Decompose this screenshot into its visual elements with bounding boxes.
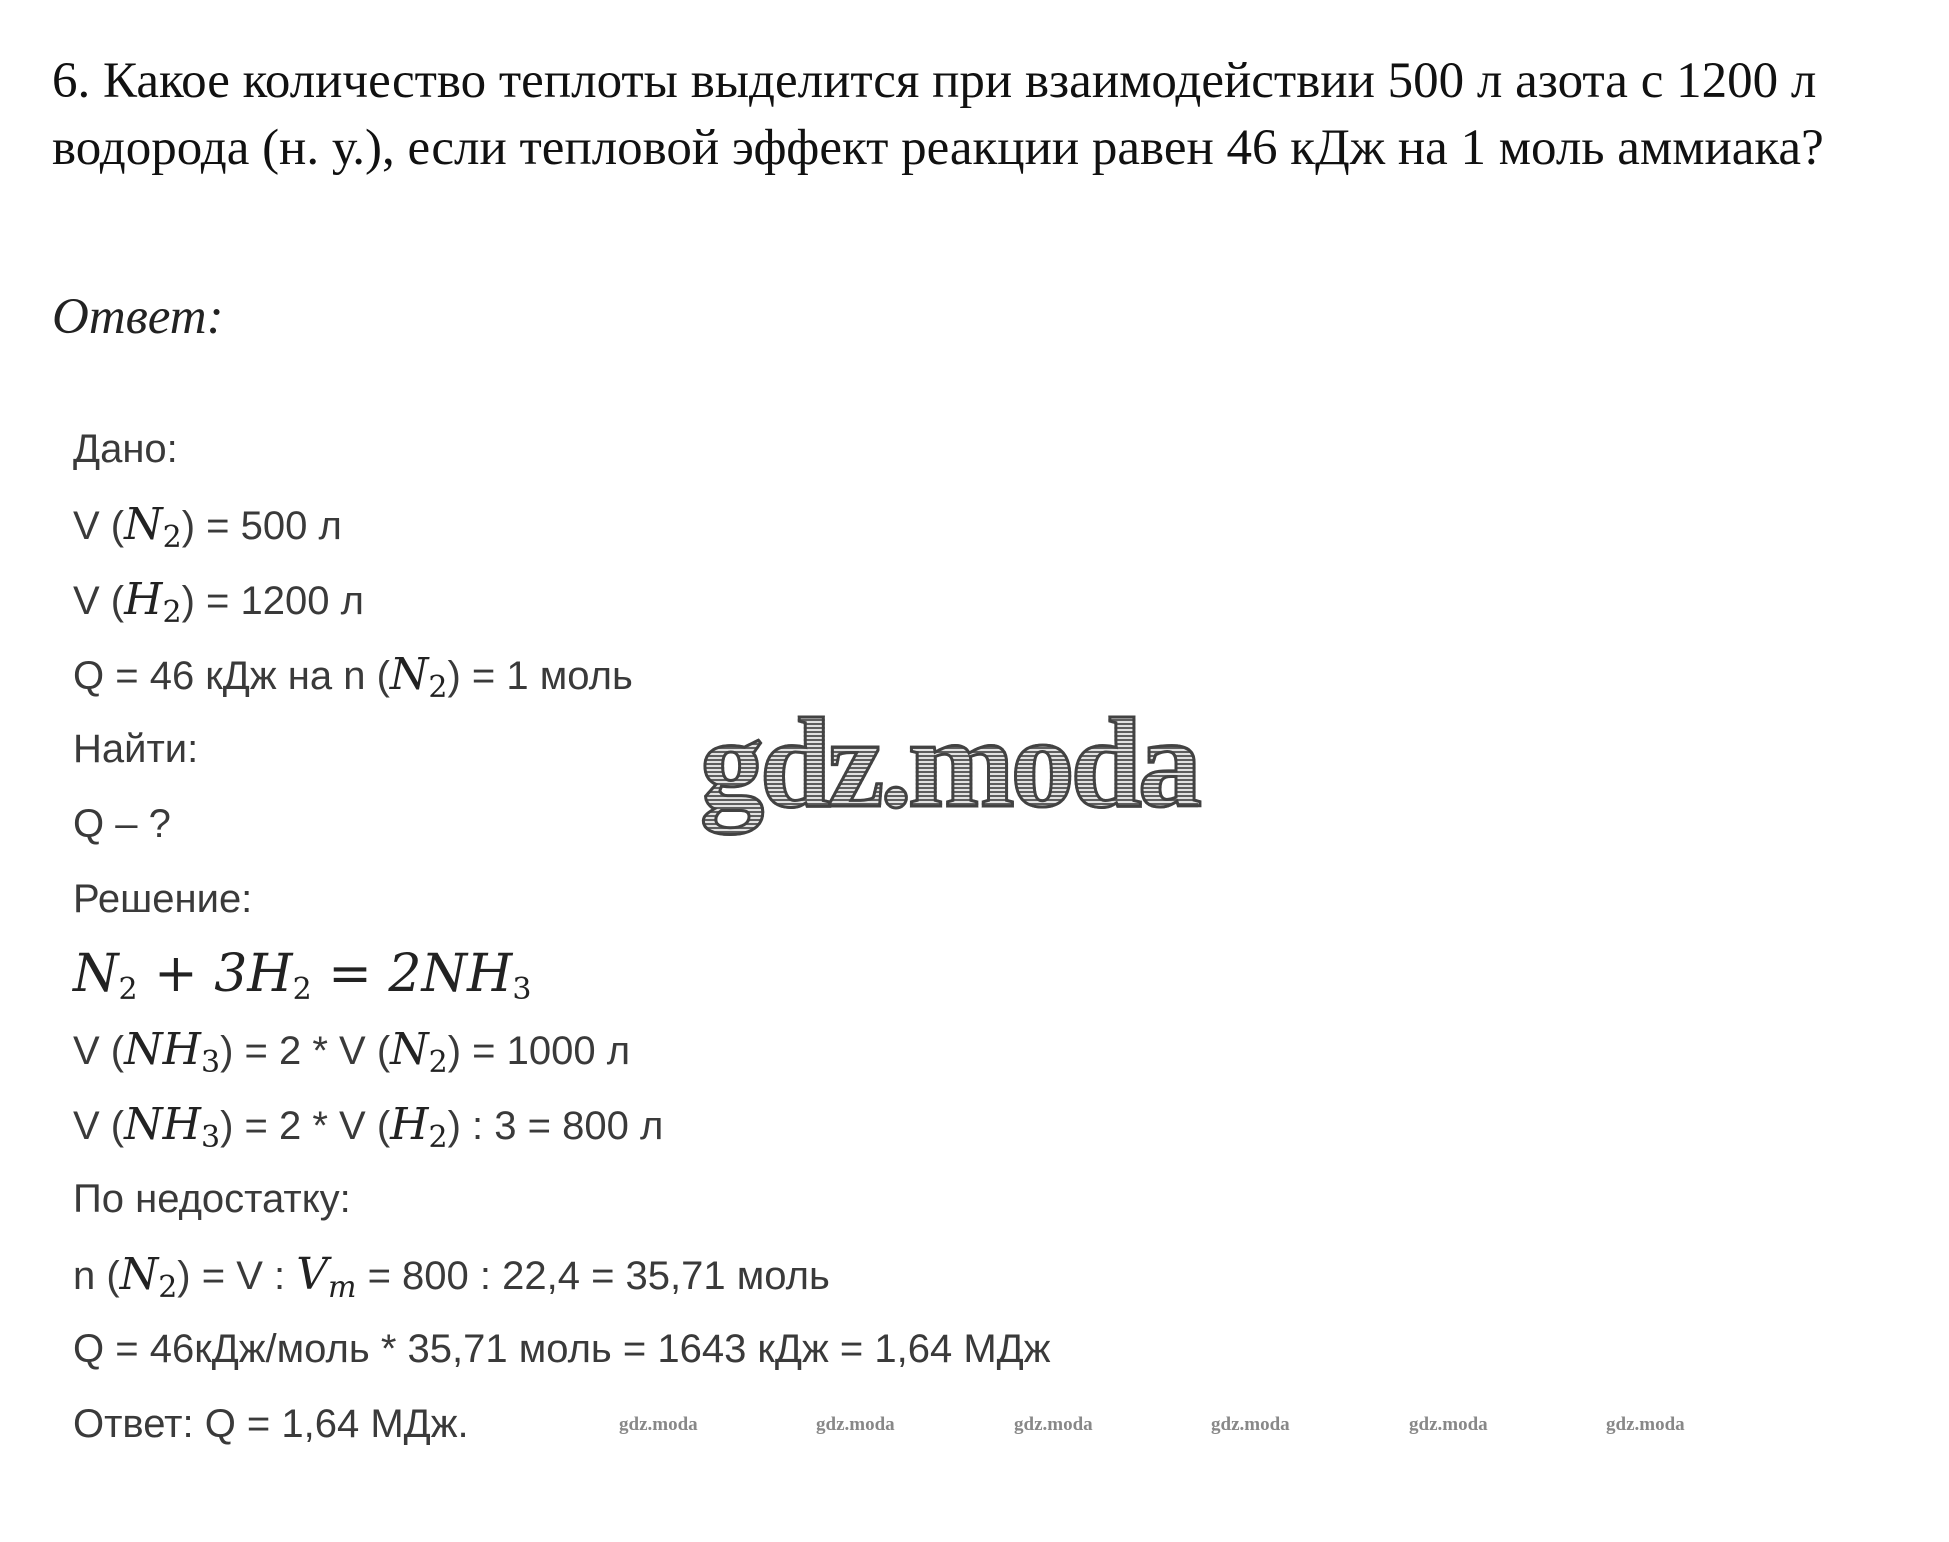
math-term: + 3H2 <box>137 944 312 1007</box>
math-term: = 2NH3 <box>311 944 532 1007</box>
math-term: N2 <box>124 499 182 555</box>
solution-line <box>73 1087 1051 1162</box>
text-segment: По недостатку: <box>73 1177 351 1221</box>
subscript: 2 <box>118 972 138 1007</box>
subscript: 3 <box>201 1120 221 1155</box>
solution-line <box>73 1237 1051 1312</box>
subscript: 3 <box>201 1045 221 1080</box>
solution-line <box>73 412 1051 487</box>
text-segment: Дано: <box>73 427 178 471</box>
text-segment: ) = 1000 л <box>447 1029 631 1073</box>
text-segment: n ( <box>73 1254 120 1298</box>
small-watermark: gdz.moda <box>1014 1414 1093 1435</box>
subscript: 2 <box>162 595 182 630</box>
small-watermark: gdz.moda <box>619 1414 698 1435</box>
text-segment: Q = 46 кДж на n ( <box>73 654 390 698</box>
question-text: 6. Какое количество теплоты выделится при взаимодействии 500 л азота с 1200 л водорода (н. у.), если тепловой эффект реакции равен 46 кДж на 1 моль аммиака? <box>52 53 1824 176</box>
text-segment: Q – ? <box>73 802 171 846</box>
text-segment: ) = 1200 л <box>181 579 364 623</box>
small-watermark: gdz.moda <box>816 1414 895 1435</box>
text-segment: ) = 2 * V ( <box>220 1029 391 1073</box>
subscript: 2 <box>428 670 448 705</box>
solution-line <box>73 1162 1051 1237</box>
solution-line <box>73 1312 1051 1387</box>
text-segment: ) = 1 моль <box>447 654 633 698</box>
text-segment: ) = 500 л <box>181 504 342 548</box>
text-segment: = 800 : 22,4 = 35,71 моль <box>356 1254 830 1298</box>
math-term: N2 <box>389 649 448 705</box>
solution-line <box>73 862 1051 937</box>
subscript: 3 <box>512 972 532 1007</box>
subscript: 2 <box>428 1120 448 1155</box>
text-segment: V ( <box>73 504 125 548</box>
solution-line <box>73 487 1051 562</box>
text-segment: Решение: <box>73 877 253 921</box>
text-segment: ) = 2 * V ( <box>220 1104 391 1148</box>
solution-line <box>73 1012 1051 1087</box>
math-term: N2 <box>119 1249 178 1305</box>
math-term: N2 <box>390 1024 448 1080</box>
solution-line <box>73 937 1051 1012</box>
text-segment: Ответ: Q = 1,64 МДж. <box>73 1402 469 1446</box>
text-segment: Найти: <box>73 727 199 771</box>
math-term: Vm <box>296 1249 357 1305</box>
text-segment: ) = V : <box>177 1254 297 1298</box>
solution-line <box>73 562 1051 637</box>
math-term: H2 <box>390 1099 448 1155</box>
math-term: N2 <box>73 944 138 1007</box>
math-term: NH3 <box>124 1099 221 1155</box>
subscript: 2 <box>162 520 182 555</box>
subscript: 2 <box>158 1270 178 1305</box>
text-segment: V ( <box>73 579 125 623</box>
math-term: NH3 <box>124 1024 221 1080</box>
text-segment: V ( <box>73 1029 125 1073</box>
small-watermark: gdz.moda <box>1409 1414 1488 1435</box>
answer-label: Ответ: <box>52 289 224 345</box>
watermark-logo: gdz.moda <box>700 690 1198 837</box>
text-segment: ) : 3 = 800 л <box>447 1104 664 1148</box>
text-segment: Q = 46кДж/моль * 35,71 моль = 1643 кДж = 1,64 МДж <box>73 1327 1051 1371</box>
math-term: H2 <box>124 574 182 630</box>
subscript: m <box>328 1270 357 1305</box>
subscript: 2 <box>428 1045 448 1080</box>
small-watermark: gdz.moda <box>1211 1414 1290 1435</box>
solution-block <box>73 412 1051 1462</box>
subscript: 2 <box>292 972 312 1007</box>
small-watermark: gdz.moda <box>1606 1414 1685 1435</box>
text-segment: V ( <box>73 1104 125 1148</box>
solution-line <box>73 1387 1051 1462</box>
